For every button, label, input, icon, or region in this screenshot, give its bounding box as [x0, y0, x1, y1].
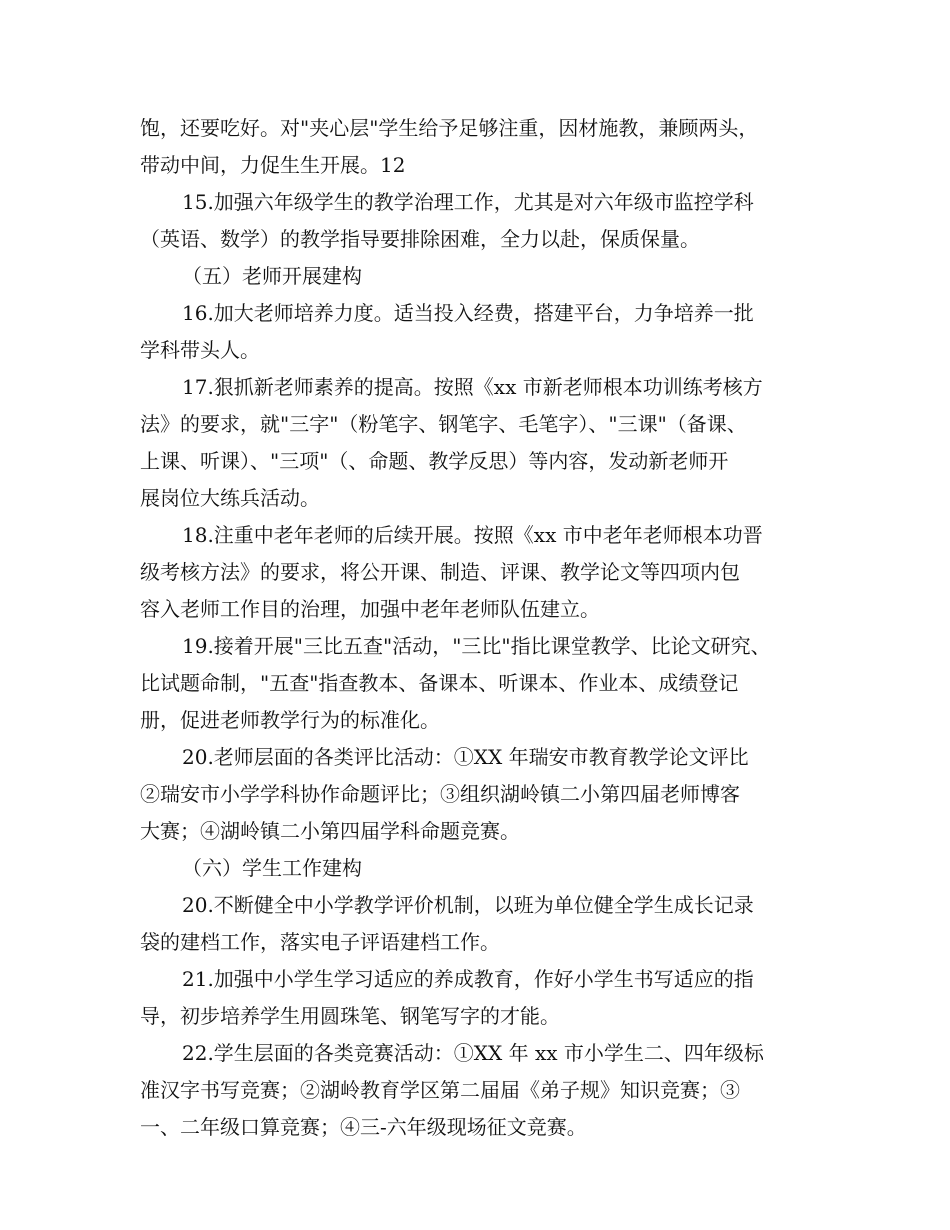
section-heading: （六）学生工作建构	[182, 856, 362, 880]
text-line: 17.狠抓新老师素养的提高。按照《xx 市新老师根本功训练考核方	[182, 375, 763, 399]
text-line: 册，促进老师教学行为的标准化。	[140, 708, 440, 732]
text-line: 展岗位大练兵活动。	[140, 486, 320, 510]
text-line: 19.接着开展"三比五查"活动，"三比"指比课堂教学、比论文研究、	[182, 634, 771, 658]
text-line: 20.老师层面的各类评比活动：①XX 年瑞安市教育教学论文评比	[182, 745, 749, 769]
text-line: ②瑞安市小学学科协作命题评比；③组织湖岭镇二小第四届老师博客	[140, 782, 740, 806]
text-line: 袋的建档工作，落实电子评语建档工作。	[140, 930, 500, 954]
text-line: 导，初步培养学生用圆珠笔、钢笔写字的才能。	[140, 1004, 560, 1028]
text-line: 学科带头人。	[140, 338, 260, 362]
text-line: 22.学生层面的各类竞赛活动：①XX 年 xx 市小学生二、四年级标	[182, 1041, 764, 1065]
text-line: 准汉字书写竞赛；②湖岭教育学区第二届届《弟子规》知识竞赛；③	[140, 1078, 740, 1102]
text-line: 上课、听课）、"三项"（、命题、教学反思）等内容，发动新老师开	[140, 449, 729, 473]
text-line: 带动中间，力促生生开展。12	[140, 153, 406, 177]
text-line: （英语、数学）的教学指导要排除困难，全力以赴，保质保量。	[140, 227, 700, 251]
text-line: 15.加强六年级学生的教学治理工作，尤其是对六年级市监控学科	[182, 190, 754, 214]
text-line: 大赛；④湖岭镇二小第四届学科命题竞赛。	[140, 819, 520, 843]
text-line: 级考核方法》的要求，将公开课、制造、评课、教学论文等四项内包	[140, 560, 740, 584]
text-line: 18.注重中老年老师的后续开展。按照《xx 市中老年老师根本功晋	[182, 523, 763, 547]
text-line: 20.不断健全中小学教学评价机制，以班为单位健全学生成长记录	[182, 893, 754, 917]
text-line: 容入老师工作目的治理，加强中老年老师队伍建立。	[140, 597, 600, 621]
text-line: 饱，还要吃好。对"夹心层"学生给予足够注重，因材施教，兼顾两头，	[140, 116, 759, 140]
text-line: 16.加大老师培养力度。适当投入经费，搭建平台，力争培养一批	[182, 301, 754, 325]
text-line: 21.加强中小学生学习适应的养成教育，作好小学生书写适应的指	[182, 967, 754, 991]
text-line: 法》的要求，就"三字"（粉笔字、钢笔字、毛笔字）、"三课"（备课、	[140, 412, 747, 436]
text-line: 一、二年级口算竞赛；④三-六年级现场征文竞赛。	[140, 1115, 587, 1139]
text-line: 比试题命制，"五查"指查教本、备课本、听课本、作业本、成绩登记	[140, 671, 739, 695]
section-heading: （五）老师开展建构	[182, 264, 362, 288]
